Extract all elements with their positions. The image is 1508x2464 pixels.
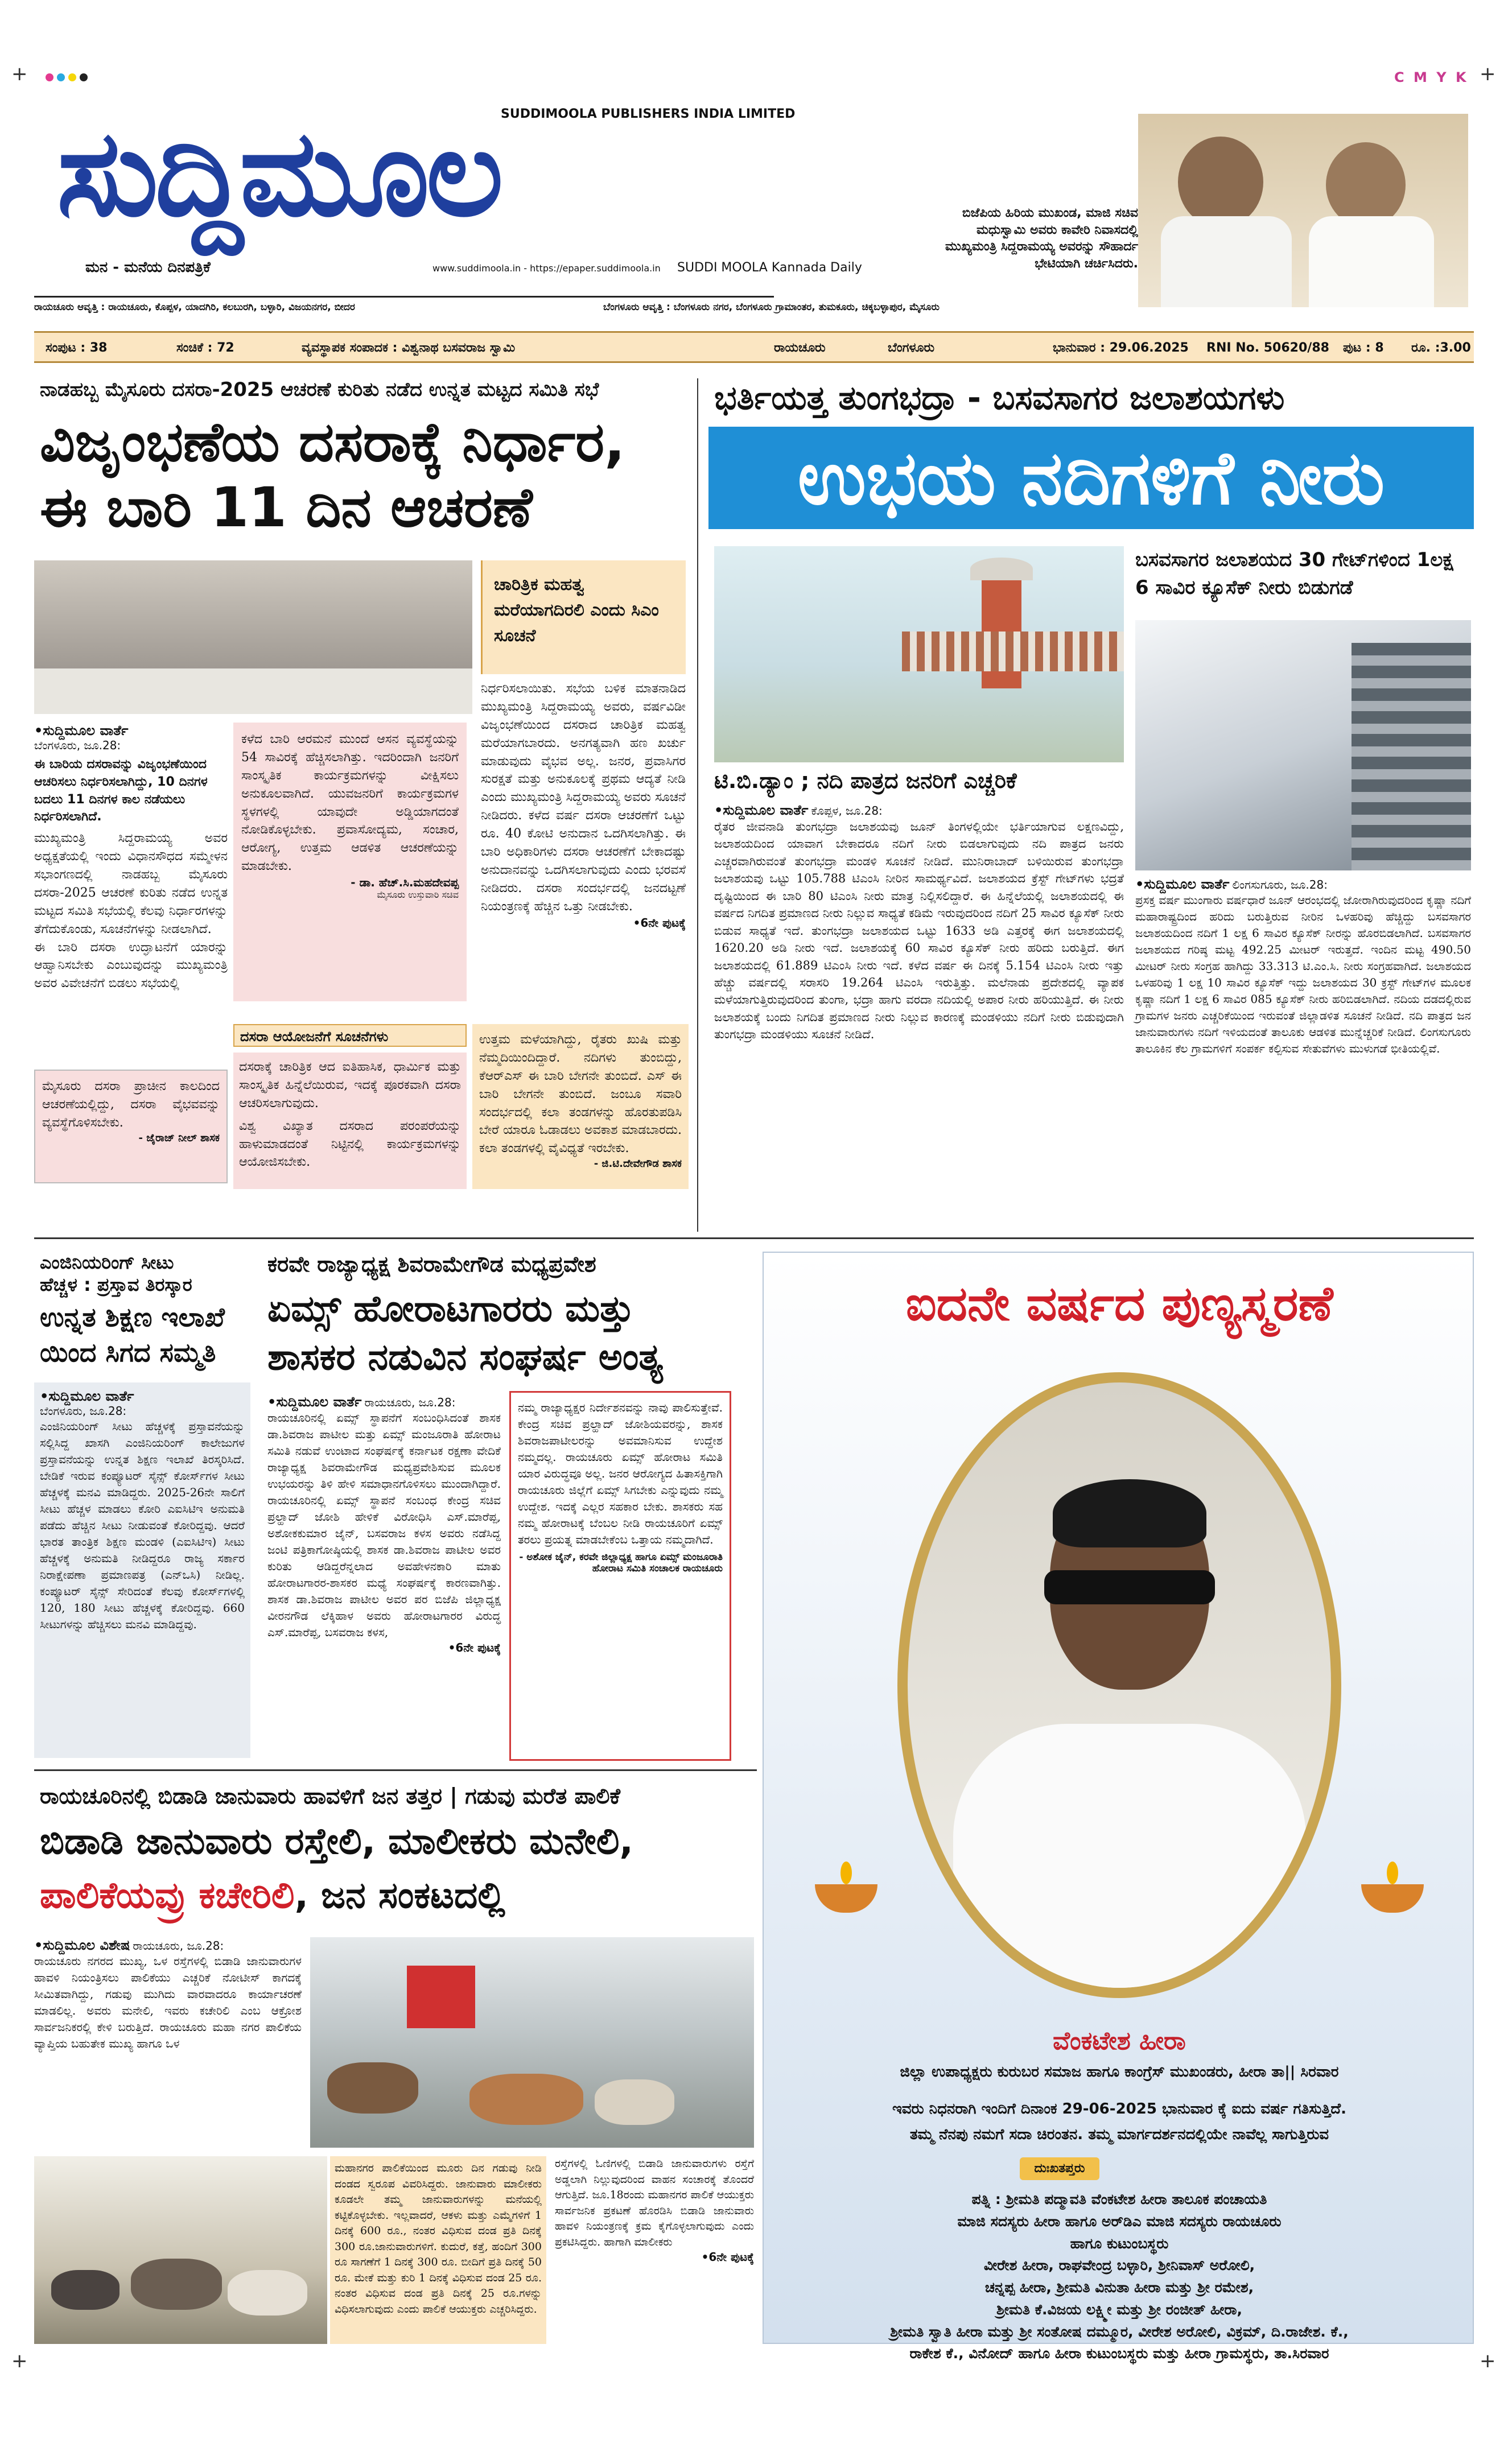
story5-body-3: ರಸ್ತೆಗಳಲ್ಲಿ ಓಣಿಗಳಲ್ಲಿ ಬಿಡಾಡಿ ಜಾನುವಾರುಗಳು ರಸ್ತೆಗೆ ಅಡ್ಡಲಾಗಿ ನಿಲ್ಲುವುದರಿಂದ ವಾಹನ ಸಂಚಾರಕ್ಕೆ ತೊಂದರೆ ಆಗುತ್ತಿದೆ. ಜೂ.18ರಂದು ಮಹಾನಗರ ಪಾಲಿಕೆ ಆಯುಕ್ತರು ಸಾರ್ವಜನಿಕ ಪ್ರಕಟಣೆ ಹೊರಡಿಸಿ ಬಿಡಾಡಿ ಜಾನುವಾರು ಹಾವಳಿ ನಿಯಂತ್ರಣಕ್ಕೆ ಕ್ರಮ ಕೈಗೊಳ್ಳಲಾಗುವುದು ಎಂದು ಪ್ರಕಟಿಸಿದ್ದರು. ಹಾಗಾಗಿ ಮಾಲೀಕರು: [555, 2157, 754, 2248]
story5-body-1: ರಾಯಚೂರು ನಗರದ ಮುಖ್ಯ, ಒಳ ರಸ್ತೆಗಳಲ್ಲಿ ಬಿಡಾಡಿ ಜಾನುವಾರುಗಳ ಹಾವಳಿ ನಿಯಂತ್ರಿಸಲು ಪಾಲಿಕೆಯು ಎಚ್ಚರಿಕೆ ನೋಟೀಸ್ ಕಾಗದಕ್ಕೆ ಸೀಮಿತವಾಗಿದ್ದು, ಗಡುವು ಮುಗಿದು ವಾರವಾದರೂ ಕಾರ್ಯಾಚರಣೆ ಮಾಡಲಿಲ್ಲ. ಅವರು ಮನೇಲಿ, ಇವರು ಕಚೇರಿಲಿ ಎಂಬ ಆಕ್ರೋಶ ಸಾರ್ವಜನಿಕರಲ್ಲಿ ಕೇಳಿ ಬರುತ್ತಿದೆ. ರಾಯಚೂರು ಮಹಾ ನಗರ ಪಾಲಿಕೆಯ ವ್ಯಾಪ್ತಿಯ ಬಹುತೇಕ ಮುಖ್ಯ ಹಾಗೂ ಒಳ: [34, 1954, 302, 2050]
family-line: ವೀರೇಶ ಹೀರಾ, ರಾಘವೇಂದ್ರ ಬಳ್ಳಾರಿ, ಶ್ರೀನಿವಾಸ್ ಅರೋಲಿ,: [983, 2257, 1255, 2274]
story1-lead: ಈ ಬಾರಿಯ ದಸರಾವನ್ನು ವಿಜೃಂಭಣೆಯಿಂದ ಆಚರಿಸಲು ನಿರ್ಧರಿಸಲಾಗಿದ್ದು, 10 ದಿನಗಳ ಬದಲು 11 ದಿನಗಳ ಕಾಲ ನಡೆಯಲು ನಿರ್ಧರಿಸಲಾಗಿದೆ.: [34, 757, 208, 824]
dam-photo-caption: ಟಿ.ಬಿ.ಡ್ಯಾಂ ; ನದಿ ಪಾತ್ರದ ಜನರಿಗೆ ಎಚ್ಚರಿಕೆ: [714, 768, 1017, 793]
memorial-name: ವೆಂಕಟೇಶ ಹೀರಾ: [1053, 2026, 1186, 2056]
ear-caption: ಬಿಜೆಪಿಯ ಹಿರಿಯ ಮುಖಂಡ, ಮಾಜಿ ಸಚಿವ ಮಧುಸ್ವಾಮಿ ಅವರು ಕಾವೇರಿ ನಿವಾಸದಲ್ಲಿ ಮುಖ್ಯಮಂತ್ರಿ ಸಿದ್ದರಾಮಯ್ಯ ಅವರನ್ನು ಸೌಹಾರ್ದ ಭೇಟಿಯಾಗಿ ಚರ್ಚಿಸಿದರು.: [945, 206, 1138, 271]
divider: [34, 1769, 757, 1771]
grieving-label: ದುಃಖತಪ್ತರು: [1020, 2157, 1099, 2180]
spillway-photo: [1135, 620, 1471, 870]
family-line: ಮಾಜಿ ಸದಸ್ಯರು ಹೀರಾ ಹಾಗೂ ಅರ್‌ಡಿಎ ಮಾಜಿ ಸದಸ್ಯರು ರಾಯಚೂರು: [957, 2213, 1282, 2230]
issue: ಸಂಚಿಕೆ : 72: [176, 341, 234, 355]
website: www.suddimoola.in - https://epaper.suddimoola.in: [432, 263, 661, 274]
section-divider: [34, 1237, 1474, 1239]
story5-continued: •6ನೇ ಪುಟಕ್ಕೆ: [701, 2250, 754, 2264]
rni: RNI No. 50620/88: [1206, 341, 1329, 355]
story5-headline-red: ಪಾಲಿಕೆಯವ್ರು ಕಚೇರಿಲಿ: [40, 1875, 295, 1917]
story4-kicker: ಕರವೇ ರಾಜ್ಯಾಧ್ಯಕ್ಷ ಶಿವರಾಮೇಗೌಡ ಮಧ್ಯಪ್ರವೇಶ: [267, 1252, 596, 1277]
tagline: ಮನ - ಮನೆಯ ದಿನಪತ್ರಿಕೆ: [85, 259, 211, 276]
story1-place: ಬೆಂಗಳೂರು, ಜೂ.28:: [34, 738, 121, 752]
crosshair-mark: +: [11, 63, 28, 85]
meeting-photo: [34, 560, 472, 714]
note-2: ವಿಶ್ವ ವಿಖ್ಯಾತ ದಸರಾದ ಪರಂಪರೆಯನ್ನು ಹಾಳುಮಾಡದಂತೆ ನಿಟ್ಟಿನಲ್ಲಿ ಕಾರ್ಯಕ್ರಮಗಳನ್ನು ಆಯೋಜಿಸಬೇಕು.: [239, 1119, 461, 1170]
cattle-photo-1: [310, 1937, 754, 2148]
story5-col2: [330, 2156, 546, 2344]
family-line: ಹಾಗೂ ಕುಟುಂಬಸ್ಥರು: [1070, 2235, 1169, 2252]
story4-body: ರಾಯಚೂರಿನಲ್ಲಿ ಏಮ್ಸ್ ಸ್ಥಾಪನೆಗೆ ಸಂಬಂಧಿಸಿದಂತೆ ಶಾಸಕ ಡಾ.ಶಿವರಾಜ ಪಾಟೀಲ ಮತ್ತು ಏಮ್ಸ್ ಮಂಜೂರಾತಿ ಹೋರಾಟ ಸಮಿತಿ ನಡುವೆ ಉಂಟಾದ ಸಂಘರ್ಷಕ್ಕೆ ಕರ್ನಾಟಕ ರಕ್ಷಣಾ ವೇದಿಕೆ ರಾಜ್ಯಾಧ್ಯಕ್ಷ ಶಿವರಾಮೇಗೌಡ ಮಧ್ಯಪ್ರವೇಶಿಸುವ ಮೂಲಕ ಉಭಯರನ್ನು ತಿಳಿ ಹೇಳಿ ಸಮಾಧಾನಗೊಳಿಸಲು ಮುಂದಾಗಿದ್ದಾರೆ. ರಾಯಚೂರಿನಲ್ಲಿ ಏಮ್ಸ್ ಸ್ಥಾಪನೆ ಸಂಬಂಧ ಕೇಂದ್ರ ಸಚಿವ ಪ್ರಲ್ಹಾದ್ ಜೋಶಿ ಹೇಳಿಕೆ ವಿರೋಧಿಸಿ ಎಸ್.ಮಾರೆಪ್ಪ, ಅಶೋಕಕುಮಾರ ಜೈನ್, ಬಸವರಾಜ ಕಳಸ ಅವರು ನಡೆಸಿದ್ದ ಜಂಟಿ ಪತ್ರಿಕಾಗೋಷ್ಠಿಯಲ್ಲಿ ಶಾಸಕ ಡಾ.ಶಿವರಾಜ ಪಾಟೀಲ ಅವರ ಕುರಿತು ಆಡಿದ್ದರೆನ್ನಲಾದ ಅವಹೇಳನಕಾರಿ ಮಾತು ಹೋರಾಟಗಾರರ-ಶಾಸಕರ ಮಧ್ಯೆ ಸಂಘರ್ಷಕ್ಕೆ ಕಾರಣವಾಗಿತ್ತು. ಶಾಸಕ ಡಾ.ಶಿವರಾಜ ಪಾಟೀಲ ಅವರ ಪರ ಬಿಜೆಪಿ ಜಿಲ್ಲಾಧ್ಯಕ್ಷ ವೀರನಗೌಡ ಲೆಕ್ಕಿಹಾಳ ಅವರು ಹೋರಾಟಗಾರರ ವಿರುದ್ಧ ಎಸ್.ಮಾರೆಪ್ಪ, ಬಸವರಾಜ ಕಳಸ,: [267, 1411, 501, 1639]
story1-col2: ನಿರ್ಧರಿಸಲಾಯಿತು. ಸಭೆಯ ಬಳಿಕ ಮಾತನಾಡಿದ ಮುಖ್ಯಮಂತ್ರಿ ಸಿದ್ದರಾಮಯ್ಯ ಅವರು, ವರ್ಷವಿಡೀ ವಿಜೃಂಭಣೆಯಿಂದ ದಸರಾದ ಚಾರಿತ್ರಿಕ ಮಹತ್ವ ಮರೆಯಾಗಬಾರದು. ಅನಗತ್ಯವಾಗಿ ಹಣ ಖರ್ಚು ಮಾಡುವುದು ವೈಭವ ಅಲ್ಲ. ಜನರ, ಪ್ರವಾಸಿಗರ ಸುರಕ್ಷತೆ ಮತ್ತು ಅನುಕೂಲಕ್ಕೆ ಪ್ರಥಮ ಆದ್ಯತೆ ನೀಡಿ ಎಂದು ಮುಖ್ಯಮಂತ್ರಿ ಸಿದ್ದರಾಮಯ್ಯ ಅವರು ಸೂಚನೆ ನೀಡಿದರು. ಕಳೆದ ವರ್ಷ ದಸರಾ ಆಚರಣೆಗೆ ಒಟ್ಟು ರೂ. 40 ಕೋಟಿ ಅನುದಾನ ಒದಗಿಸಲಾಗಿತ್ತು. ಈ ಬಾರಿ ಅಧಿಕಾರಿಗಳು ದಸರಾ ಆಚರಣೆಗೆ ಬೇಕಾದಷ್ಟು ಅನುದಾನವನ್ನು ಒದಗಿಸಲಾಗುವುದು ಎಂದು ಭರವಸೆ ನೀಡಿದರು. ದಸರಾ ಸಂದರ್ಭದಲ್ಲಿ ಜನದಟ್ಟಣೆ ನಿಯಂತ್ರಣಕ್ಕೆ ಹೆಚ್ಚಿನ ಒತ್ತು ನೀಡಬೇಕು.: [481, 682, 686, 914]
office-right: ಬೆಂಗಳೂರು ಆವೃತ್ತಿ : ಬೆಂಗಳೂರು ನಗರ, ಬೆಂಗಳೂರು ಗ್ರಾಮಾಂತರ, ತುಮಕೂರು, ಚಿಕ್ಕಬಳ್ಳಾಪುರ, ಮೈಸೂರು: [603, 302, 940, 313]
flame-icon: [840, 1862, 852, 1884]
quote-1-author: - ಡಾ. ಹೆಚ್.ಸಿ.ಮಹದೇವಪ್ಪ: [351, 876, 459, 890]
story1-sidebar-title: ಚಾರಿತ್ರಿಕ ಮಹತ್ವ ಮರೆಯಾಗದಿರಲಿ ಎಂದು ಸಿಎಂ ಸೂಚನೆ: [481, 560, 686, 674]
memorial-line-1: ಇವರು ನಿಧನರಾಗಿ ಇಂದಿಗೆ ದಿನಾಂಕ 29-06-2025 ಭಾನುವಾರ ಕ್ಕೆ ಐದು ವರ್ಷ ಗತಿಸುತ್ತಿದೆ.: [892, 2100, 1347, 2118]
date: ಭಾನುವಾರ : 29.06.2025: [1053, 341, 1189, 355]
family-line: ಚನ್ನಪ್ಪ ಹೀರಾ, ಶ್ರೀಮತಿ ವಿನುತಾ ಹೀರಾ ಮತ್ತು ಶ್ರೀ ರಮೇಶ,: [984, 2279, 1254, 2296]
crosshair-mark: +: [1480, 2350, 1496, 2372]
lamp-icon: [815, 1884, 877, 1913]
quote-1-text: ಕಳೆದ ಬಾರಿ ಆರಮನೆ ಮುಂದೆ ಆಸನ ವ್ಯವಸ್ಥೆಯನ್ನು 54 ಸಾವಿರಕ್ಕೆ ಹೆಚ್ಚಿಸಲಾಗಿತ್ತು. ಇದರಿಂದಾಗಿ ಜನರಿಗೆ ಸಾಂಸ್ಕೃತಿಕ ಕಾರ್ಯಕ್ರಮಗಳನ್ನು ವೀಕ್ಷಿಸಲು ಅನುಕೂಲವಾಗಿದೆ. ಯುವಜನರಿಗೆ ಕಾರ್ಯಕ್ರಮಗಳ ಸ್ಥಳಗಳಲ್ಲಿ ಯಾವುದೇ ಅಡ್ಡಿಯಾಗದಂತೆ ನೋಡಿಕೊಳ್ಳಬೇಕು. ಪ್ರವಾಸೋದ್ಯಮ, ಸಂಚಾರ, ಆರೋಗ್ಯ, ಉತ್ತಮ ಆಡಳಿತ ಆಚರಣೆಯನ್ನು ಮಾಡಬೇಕು.: [241, 732, 459, 874]
story2-place-2: ಲಿಂಗಸುಗೂರು, ಜೂ.28:: [1232, 878, 1328, 892]
ear-photo: [1138, 114, 1468, 307]
story2-body-2: ಪ್ರಸಕ್ತ ವರ್ಷ ಮುಂಗಾರು ವರ್ಷಧಾರೆ ಜೂನ್ ಆರಂಭದಲ್ಲಿ ಜೋರಾಗಿರುವುದರಿಂದ ಕೃಷ್ಣಾ ನದಿಗೆ ಮಹಾರಾಷ್ಟ್ರದಿಂದ ಹರಿದು ಬರುತ್ತಿರುವ ನೀರಿನ ಒಳಹರಿವು ಹೆಚ್ಚಿದ್ದು ಬಸವಸಾಗರ ಜಲಾಶಯದಿಂದ ನದಿಗೆ 1 ಲಕ್ಷ 6 ಸಾವಿರ ಕ್ಯೂಸೆಕ್ ನೀರನ್ನು ಹೊರಬಿಡಲಾಗಿದೆ. ಬಸವಸಾಗರ ಜಲಾಶಯದ ಗರಿಷ್ಠ ಮಟ್ಟ 492.25 ಮೀಟರ್ ಇರುತ್ತದೆ. ಇಂದಿನ ಮಟ್ಟ 490.50 ಮೀಟರ್ ನೀರು ಸಂಗ್ರಹ ಹಾಗಿದ್ದು 33.313 ಟಿ.ಎಂ.ಸಿ. ನೀರು ಸಂಗ್ರಹವಾಗಿದೆ. ಜಲಾಶಯದ ಒಳಹರಿವು 1 ಲಕ್ಷ 10 ಸಾವಿರ ಕ್ಯೂಸೆಕ್ ಇದ್ದು ಜಲಾಶಯದ 30 ಕ್ರಸ್ಟ್ ಗೇಟ್‌ಗಳ ಮೂಲಕ ಕೃಷ್ಣಾ ನದಿಗೆ 1 ಲಕ್ಷ 6 ಸಾವಿರ 085 ಕ್ಯೂಸೆಕ್ ನೀರು ಹರಿಬಿಡಲಾಗಿದೆ. ನದಿಯ ದಡದಲ್ಲಿರುವ ಗ್ರಾಮಗಳ ಜನರು ಎಚ್ಚರಿಕೆಯಿಂದ ಇರುವಂತೆ ಜಿಲ್ಲಾಡಳಿತ ಸೂಚನೆ ನೀಡಿದೆ. ನದಿ ಪಾತ್ರದ ಜನ ಜಾನುವಾರುಗಳು ನದಿಗೆ ಇಳಿಯದಂತೆ ತಾಲೂಕು ಆಡಳಿತ ಮುನ್ನೆಚ್ಚರಿಕೆ ನೀಡಿದೆ. ಲಿಂಗಸುಗೂರು ತಾಲೂಕಿನ ಕೆಲ ಗ್ರಾಮಗಳಿಗೆ ಸಂಪರ್ಕ ಕಲ್ಪಿಸುವ ಸೇತುವೆಗಳು ಮುಳುಗಡೆ ಭೀತಿಯಲ್ಲಿವೆ.: [1135, 893, 1471, 1055]
crosshair-mark: +: [11, 2350, 28, 2372]
memorial-portrait: [897, 1372, 1341, 1998]
story4-byline: •ಸುದ್ದಿಮೂಲ ವಾರ್ತೆ: [267, 1394, 362, 1410]
story4-place: ರಾಯಚೂರು, ಜೂ.28:: [364, 1396, 456, 1409]
story1-byline: •ಸುದ್ದಿಮೂಲ ವಾರ್ತೆ: [34, 723, 129, 738]
story1-body-2: ಈ ಬಾರಿ ದಸರಾ ಉದ್ಘಾಟನೆಗೆ ಯಾರನ್ನು ಆಹ್ವಾನಿಸಬೇಕು ಎಂಬುವುದನ್ನು ಮುಖ್ಯಮಂತ್ರಿ ಅವರ ವಿವೇಚನೆಗೆ ಬಿಡಲು ಸಭೆಯಲ್ಲಿ: [34, 940, 228, 991]
cmyk-label: C M Y K: [1394, 69, 1469, 85]
cattle-photo-2: [34, 2156, 327, 2344]
story1-body-1: ಮುಖ್ಯಮಂತ್ರಿ ಸಿದ್ದರಾಮಯ್ಯ ಅವರ ಅಧ್ಯಕ್ಷತೆಯಲ್ಲಿ ಇಂದು ವಿಧಾನಸೌಧದ ಸಮ್ಮೇಳನ ಸಭಾಂಗಣದಲ್ಲಿ ನಾಡಹಬ್ಬ ಮೈಸೂರು ದಸರಾ-2025 ಆಚರಣೆ ಕುರಿತು ನಡೆದ ಉನ್ನತ ಮಟ್ಟದ ಸಮಿತಿ ಸಭೆಯಲ್ಲಿ ಕೆಲವು ನಿರ್ಧಾರಗಳನ್ನು ತೆಗೆದುಕೊಂಡು, ಸೂಚನೆಗಳನ್ನು ನೀಡಲಾಗಿದೆ.: [34, 831, 228, 936]
flame-icon: [1387, 1862, 1398, 1884]
city-2: ಬೆಂಗಳೂರು: [888, 341, 935, 355]
story4-quote: ನಮ್ಮ ರಾಜ್ಯಾಧ್ಯಕ್ಷರ ನಿರ್ದೇಶನವನ್ನು ನಾವು ಪಾಲಿಸುತ್ತೇವೆ. ಕೇಂದ್ರ ಸಚಿವ ಪ್ರಲ್ಹಾದ್ ಜೋಶಿಯವರನ್ನು, ಶಾಸಕ ಶಿವರಾಜಪಾಟೀಲರನ್ನು ಅವಮಾನಿಸುವ ಉದ್ದೇಶ ನಮ್ಮದಲ್ಲ. ರಾಯಚೂರು ಏಮ್ಸ್ ಹೋರಾಟ ಸಮಿತಿ ಯಾರ ವಿರುದ್ಧವೂ ಅಲ್ಲ. ಜನರ ಆರೋಗ್ಯದ ಹಿತಾಸಕ್ತಿಗಾಗಿ ರಾಯಚೂರು ಜಿಲ್ಲೆಗೆ ಏಮ್ಸ್ ಸಿಗಬೇಕು ಎನ್ನುವುದು ನಮ್ಮ ಉದ್ದೇಶ. ಇದಕ್ಕೆ ಎಲ್ಲರ ಸಹಕಾರ ಬೇಕು. ಶಾಸಕರು ಸಹ ನಮ್ಮ ಹೋರಾಟಕ್ಕೆ ಬೆಂಬಲ ನೀಡಿ ರಾಯಚೂರಿಗೆ ಏಮ್ಸ್ ತರಲು ಪ್ರಯತ್ನ ಮಾಡಬೇಕೆಂಬ ಒತ್ತಾಯ ನಮ್ಮದಾಗಿದೆ.: [518, 1401, 723, 1546]
info-bar: [34, 331, 1474, 363]
story3-byline: •ಸುದ್ದಿಮೂಲ ವಾರ್ತೆ: [40, 1388, 134, 1404]
story3-kicker-2: ಹೆಚ್ಚಳ : ಪ್ರಸ್ತಾವ ತಿರಸ್ಕಾರ: [40, 1274, 192, 1295]
story3-body-box: [34, 1382, 250, 1758]
story3-kicker-1: ಎಂಜಿನಿಯರಿಂಗ್ ಸೀಟು: [40, 1252, 174, 1273]
color-dots: [46, 73, 91, 84]
memorial-line-2: ತಮ್ಮ ನೆನಪು ನಮಗೆ ಸದಾ ಚಿರಂತನ. ತಮ್ಮ ಮಾರ್ಗದರ್ಶನದಲ್ಲಿಯೇ ನಾವೆಲ್ಲ ಸಾಗುತ್ತಿರುವ: [909, 2126, 1329, 2143]
notes-title: ದಸರಾ ಆಯೋಜನೆಗೆ ಸೂಚನೆಗಳು: [233, 1024, 467, 1047]
story2-place: ಕೊಪ್ಪಳ, ಜೂ.28:: [811, 804, 883, 818]
story2-headline: ಉಭಯ ನದಿಗಳಿಗೆ ನೀರು: [708, 427, 1474, 529]
english-name: SUDDI MOOLA Kannada Daily: [677, 261, 862, 275]
story3-body: ಎಂಜಿನಿಯರಿಂಗ್ ಸೀಟು ಹೆಚ್ಚಳಕ್ಕೆ ಪ್ರಸ್ತಾವನೆಯನ್ನು ಸಲ್ಲಿಸಿದ್ದ ಖಾಸಗಿ ಎಂಜಿನಿಯರಿಂಗ್ ಕಾಲೇಜುಗಳ ಪ್ರಸ್ತಾವನೆಯನ್ನು ಉನ್ನತ ಶಿಕ್ಷಣ ಇಲಾಖೆ ತಿರಸ್ಕರಿಸಿದೆ. ಬೇಡಿಕೆ ಇರುವ ಕಂಪ್ಯೂಟರ್ ಸೈನ್ಸ್ ಕೋರ್ಸ್‌ಗಳ ಸೀಟು ಹೆಚ್ಚಳಕ್ಕೆ ಮನವಿ ಮಾಡಿದ್ದರು. 2025-26ನೇ ಸಾಲಿಗೆ ಸೀಟು ಹೆಚ್ಚಳ ಮಾಡಲು ಕೋರಿ ಎಐಸಿಟಿಇ ಅನುಮತಿ ಪಡೆದು ಹೆಚ್ಚಿನ ಸೀಟು ನೀಡುವಂತೆ ಕೋರಿದ್ದವು. ಆದರೆ ಭಾರತ ತಾಂತ್ರಿಕ ಶಿಕ್ಷಣ ಮಂಡಳಿ (ಎಐಸಿಟಿಇ) ಸೀಟು ಹೆಚ್ಚಳಕ್ಕೆ ಅನುಮತಿ ನೀಡಿದ್ದರೂ ರಾಜ್ಯ ಸರ್ಕಾರ ನಿರಾಕ್ಷೇಪಣಾ ಪ್ರಮಾಣಪತ್ರ (ಎನ್‌ಒಸಿ) ನೀಡಿಲ್ಲ. ಕಂಪ್ಯೂಟರ್ ಸೈನ್ಸ್ ಸೇರಿದಂತೆ ಕೆಲವು ಕೋರ್ಸ್‌ಗಳಲ್ಲಿ 120, 180 ಸೀಟು ಹೆಚ್ಚಳಕ್ಕೆ ಕೋರಿದ್ದವು. 660 ಸೀಟುಗಳನ್ನು ಹೆಚ್ಚಿಸಲು ಮನವಿ ಮಾಡಿದ್ದವು.: [40, 1419, 245, 1631]
notes-box-2: [472, 1024, 689, 1189]
divider: [34, 296, 774, 298]
quote-box-1: [233, 723, 467, 1001]
story4-headline-1: ಏಮ್ಸ್ ಹೋರಾಟಗಾರರು ಮತ್ತು: [267, 1288, 634, 1330]
publisher-name: SUDDIMOOLA PUBLISHERS INDIA LIMITED: [501, 107, 796, 121]
memorial-role: ಜಿಲ್ಲಾ ಉಪಾಧ್ಯಕ್ಷರು ಕುರುಬರ ಸಮಾಜ ಹಾಗೂ ಕಾಂಗ್ರೆಸ್ ಮುಖಂಡರು, ಹೀರಾ ತಾ|| ಸಿರವಾರ: [900, 2063, 1339, 2081]
family-line: ರಾಕೇಶ ಕೆ., ವಿನೋದ್ ಹಾಗೂ ಹೀರಾ ಕುಟುಂಬಸ್ಥರು ಮತ್ತು ಹೀರಾ ಗ್ರಾಮಸ್ಥರು, ತಾ.ಸಿರವಾರ: [909, 2345, 1329, 2362]
quote-2-author: - ಜೈರಾಜ್ ನೀಲ್ ಶಾಸಕ: [138, 1132, 220, 1144]
story5-headline-2: [40, 1875, 505, 1917]
editor: ವ್ಯವಸ್ಥಾಪಕ ಸಂಪಾದಕ : ವಿಶ್ವನಾಥ ಬಸವರಾಜ ಸ್ವಾಮಿ: [302, 341, 516, 355]
memorial-family: [781, 2189, 1458, 2365]
story5-body-2: ಮಹಾನಗರ ಪಾಲಿಕೆಯಿಂದ ಮೂರು ದಿನ ಗಡುವು ನೀಡಿ ದಂಡದ ಸ್ವರೂಪ ವಿವರಿಸಿದ್ದರು. ಜಾನುವಾರು ಮಾಲೀಕರು ಕೂಡಲೇ ತಮ್ಮ ಜಾನುವಾರುಗಳನ್ನು ಮನೆಯಲ್ಲಿ ಕಟ್ಟಿಕೊಳ್ಳಬೇಕು. ಇಲ್ಲವಾದರೆ, ಆಕಳು ಮತ್ತು ಎಮ್ಮೆಗಳಿಗೆ 1 ದಿನಕ್ಕೆ 600 ರೂ., ನಂತರ ವಿಧಿಸುವ ದಂಡ ಪ್ರತಿ ದಿನಕ್ಕೆ 300 ರೂ.ಜಾನುವಾರುಗಳಿಗೆ. ಕುದುರೆ, ಕತ್ತೆ, ಹಂದಿಗೆ 300 ರೂ ಸಾಗಣೆಗೆ 1 ದಿನಕ್ಕೆ 300 ರೂ. ಬೀದಿಗೆ ಪ್ರತಿ ದಿನಕ್ಕೆ 50 ರೂ. ಮೇಕೆ ಮತ್ತು ಕುರಿ 1 ದಿನಕ್ಕೆ ವಿಧಿಸುವ ದಂಡ 25 ರೂ. ನಂತರ ವಿಧಿಸುವ ದಂಡ ಪ್ರತಿ ದಿನಕ್ಕೆ 25 ರೂ.ಗಳನ್ನು ವಿಧಿಸಲಾಗುವುದು ಎಂದು ಪಾಲಿಕೆ ಆಯುಕ್ತರು ಎಚ್ಚರಿಸಿದ್ದರು.: [335, 2162, 542, 2316]
office-left: ರಾಯಚೂರು ಆವೃತ್ತಿ : ರಾಯಚೂರು, ಕೊಪ್ಪಳ, ಯಾದಗಿರಿ, ಕಲಬುರಗಿ, ಬಳ್ಳಾರಿ, ವಿಜಯನಗರ, ಬೀದರ: [34, 302, 355, 313]
story1-headline-1: ವಿಜೃಂಭಣೆಯ ದಸರಾಕ್ಕೆ ನಿರ್ಧಾರ,: [40, 410, 625, 474]
notes-box: [233, 1053, 467, 1189]
story5-headline-1: ಬಿಡಾಡಿ ಜಾನುವಾರು ರಸ್ತೇಲಿ, ಮಾಲೀಕರು ಮನೇಲಿ,: [40, 1821, 633, 1863]
family-line: ಪತ್ನಿ : ಶ್ರೀಮತಿ ಪದ್ಮಾವತಿ ವೆಂಕಟೇಶ ಹೀರಾ ತಾಲೂಕ ಪಂಚಾಯತಿ: [971, 2191, 1267, 2207]
story2-byline-2: •ಸುದ್ದಿಮೂಲ ವಾರ್ತೆ: [1135, 876, 1230, 892]
lamp-icon: [1361, 1884, 1424, 1913]
story2-body: ರೈತರ ಜೀವನಾಡಿ ತುಂಗಭದ್ರಾ ಜಲಾಶಯವು ಜೂನ್ ತಿಂಗಳಲ್ಲಿಯೇ ಭರ್ತಿಯಾಗುವ ಲಕ್ಷಣವಿದ್ದು, ಜಲಾಶಯದಿಂದ ಯಾವಾಗ ಬೇಕಾದರೂ ನದಿಗೆ ನೀರು ಬಿಡಲಾಗುವುದು ನದಿ ಪಾತ್ರದ ಜನರು ಎಚ್ಚರವಾಗಿರುವಂತೆ ತುಂಗಭದ್ರಾ ಮಂಡಳಿ ಸೂಚನೆ ನೀಡಿದೆ. ಮುನಿರಾಬಾದ್ ಬಳಿಯಿರುವ ತುಂಗಭದ್ರಾ ಜಲಾಶಯವು ಒಟ್ಟು 105.788 ಟಿಎಂಸಿ ನೀರಿನ ಸಾಮರ್ಥ್ಯವಿದೆ. ಜಲಾಶಯದ ಕ್ರೆಸ್ಟ್ ಗೇಟ್‌ಗಳು ಭದ್ರತೆ ದೃಷ್ಟಿಯಿಂದ ಈ ಬಾರಿ 80 ಟಿಎಂಸಿ ನೀರು ಮಾತ್ರ ನಿಲ್ಲಿಸಲಿದ್ದಾರೆ. ಈ ಹಿನ್ನೆಲೆಯಲ್ಲಿ ಜಲಾಶಯದಲ್ಲಿ ಈ ವರ್ಷದ ನಿಗದಿತ ಪ್ರಮಾಣದ ನೀರು ನಿಲ್ಲುವ ಸಾಧ್ಯತೆ ಕಡಿಮೆ ಇರುವುದರಿಂದ ನದಿಗೆ 25 ಸಾವಿರ ಕ್ಯೂಸೆಕ್ ನೀರು ಬಿಡುವ ಸಾಧ್ಯತೆ ಇದೆ. ತುಂಗಭದ್ರಾ ಜಲಾಶಯದ ಒಟ್ಟು 1633 ಅಡಿ ಎತ್ತರಕ್ಕೆ ಈಗ ಜಲಾಶಯದಲ್ಲಿ 1620.20 ಅಡಿ ನೀರು ಇದೆ. ಜಲಾಶಯಕ್ಕೆ 60 ಸಾವಿರ ಕ್ಯೂಸೆಕ್ ನೀರು ಹರಿದು ಬರುತ್ತಿದೆ. ಈಗ ಜಲಾಶಯದಲ್ಲಿ 61.889 ಟಿಎಂಸಿ ನೀರು ಇದೆ. ಕಳೆದ ವರ್ಷ ಈ ದಿನಕ್ಕೆ 5.154 ಟಿಎಂಸಿ ನೀರು ಇತ್ತು ಹೆಚ್ಚು ವರ್ಷದಲ್ಲಿ ಸರಾಸರಿ 19.264 ಟಿಎಂಸಿ ಇರುತ್ತಿತ್ತು. ಮಲೆನಾಡು ಪ್ರದೇಶದಲ್ಲಿ ವ್ಯಾಪಕ ಮಳೆಯಾಗುತ್ತಿರುವುದರಿಂದ ತುಂಗಾ, ಭದ್ರಾ ಹಾಗು ವರದಾ ನದಿಯಲ್ಲಿ ಅಪಾರ ನೀರು ಹರಿಯುತ್ತಿದೆ. ಈ ನೀರು ಜಲಾಶಯಕ್ಕೆ ಬಂದು ನಿಗದಿತ ಪ್ರಮಾಣದ ನೀರು ನಿಲ್ಲುವ ಕಾರಣಕ್ಕೆ ಮಂಡಳಿಯು ನದಿಗೆ ನೀರು ಬಿಡುವುದಾಗಿ ತುಂಗಭದ್ರಾ ಮಂಡಳಿಯು ಸೂಚನೆ ನೀಡಿದೆ.: [714, 820, 1124, 1042]
family-line: ಶ್ರೀಮತಿ ಕೆ.ವಿಜಯ ಲಕ್ಷ್ಮೀ ಮತ್ತು ಶ್ರೀ ರಂಜೀತ್ ಹೀರಾ,: [996, 2301, 1242, 2318]
story2-subhead: ಬಸವಸಾಗರ ಜಲಾಶಯದ 30 ಗೇಟ್‌ಗಳಿಂದ 1ಲಕ್ಷ 6 ಸಾವಿರ ಕ್ಯೂಸೆಕ್ ನೀರು ಬಿಡುಗಡೆ: [1135, 548, 1453, 600]
note-3: ಉತ್ತಮ ಮಳೆಯಾಗಿದ್ದು, ರೈತರು ಖುಷಿ ಮತ್ತು ನೆಮ್ಮದಿಯಿಂದಿದ್ದಾರೆ. ನದಿಗಳು ತುಂಬಿದ್ದು, ಕೆಆರ್‌ಎಸ್ ಈ ಬಾರಿ ಬೇಗನೇ ತುಂಬಿದೆ. ಎಸ್ ಈ ಬಾರಿ ಬೇಗನೇ ತುಂಬಿದೆ. ಜಂಬೂ ಸವಾರಿ ಸಂದರ್ಭದಲ್ಲಿ ಕಲಾ ತಂಡಗಳನ್ನು ಹೊರತುಪಡಿಸಿ ಬೇರೆ ಯಾರೂ ಓಡಾಡಲು ಅವಕಾಶ ಮಾಡಬಾರದು. ಕಲಾ ತಂಡಗಳಲ್ಲಿ ವೈವಿಧ್ಯತೆ ಇರಬೇಕು.: [479, 1033, 682, 1156]
story4-quote-box: [509, 1391, 731, 1761]
quote-2-text: ಮೈಸೂರು ದಸರಾ ಪ್ರಾಚೀನ ಕಾಲದಿಂದ ಆಚರಣೆಯಲ್ಲಿದ್ದು, ದಸರಾ ವೈಭವವನ್ನು ವ್ಯವಸ್ಥೆಗೊಳಿಸಬೇಕು.: [42, 1079, 220, 1130]
story2-byline: •ಸುದ್ದಿಮೂಲ ವಾರ್ತೆ: [714, 802, 809, 818]
pages: ಪುಟ : 8: [1343, 341, 1384, 355]
crosshair-mark: +: [1480, 63, 1496, 85]
quote-box-2: [34, 1070, 228, 1183]
city-1: ರಾಯಚೂರು: [774, 341, 826, 355]
story2-kicker: ಭರ್ತಿಯತ್ತ ತುಂಗಭದ್ರಾ - ಬಸವಸಾಗರ ಜಲಾಶಯಗಳು: [714, 378, 1285, 417]
story5-kicker: ರಾಯಚೂರಿನಲ್ಲಿ ಬಿಡಾಡಿ ಜಾನುವಾರು ಹಾವಳಿಗೆ ಜನ ತತ್ತರ | ಗಡುವು ಮರೆತ ಪಾಲಿಕೆ: [40, 1784, 621, 1809]
masthead-logo: ಸುದ್ದಿಮೂಲ: [57, 104, 500, 243]
quote-1-role: ಮೈಸೂರು ಉಸ್ತುವಾರಿ ಸಚಿವ: [377, 889, 459, 901]
story5-headline-rest: , ಜನ ಸಂಕಟದಲ್ಲಿ: [294, 1875, 505, 1917]
story4-headline-2: ಶಾಸಕರ ನಡುವಿನ ಸಂಘರ್ಷ ಅಂತ್ಯ: [267, 1336, 664, 1378]
note-1: ದಸರಾಕ್ಕೆ ಚಾರಿತ್ರಿಕ ಆದ ಐತಿಹಾಸಿಕ, ಧಾರ್ಮಿಕ ಮತ್ತು ಸಾಂಸ್ಕೃತಿಕ ಹಿನ್ನೆಲೆಯಿರುವ, ಇದಕ್ಕೆ ಪೂರಕವಾಗಿ ದಸರಾ ಆಚರಿಸಲಾಗುವುದು.: [239, 1060, 461, 1111]
story5-place: ರಾಯಚೂರು, ಜೂ.28:: [133, 1939, 224, 1953]
price: ರೂ. :3.00: [1411, 341, 1471, 355]
story3-place: ಬೆಂಗಳೂರು, ಜೂ.28:: [40, 1404, 127, 1418]
story5-byline: •ಸುದ್ದಿಮೂಲ ವಿಶೇಷ: [34, 1937, 130, 1953]
story1-kicker: ನಾಡಹಬ್ಬ ಮೈಸೂರು ದಸರಾ-2025 ಆಚರಣೆ ಕುರಿತು ನಡೆದ ಉನ್ನತ ಮಟ್ಟದ ಸಮಿತಿ ಸಭೆ: [40, 378, 599, 401]
memorial-title: ಐದನೇ ವರ್ಷದ ಪುಣ್ಯಸ್ಮರಣೆ: [905, 1276, 1333, 1331]
volume: ಸಂಪುಟ : 38: [46, 341, 108, 355]
column-divider: [697, 378, 698, 1232]
dam-photo: [714, 546, 1124, 762]
story3-headline: ಉನ್ನತ ಶಿಕ್ಷಣ ಇಲಾಖೆ ಯಿಂದ ಸಿಗದ ಸಮ್ಮತಿ: [40, 1302, 225, 1368]
story4-quote-author: - ಅಶೋಕ ಜೈನ್, ಕರವೇ ಜಿಲ್ಲಾಧ್ಯಕ್ಷ ಹಾಗೂ ಏಮ್ಸ್ ಮಂಜೂರಾತಿ ಹೋರಾಟ ಸಮಿತಿ ಸಂಚಾಲಕ ರಾಯಚೂರು: [519, 1551, 723, 1574]
memorial-ad: [763, 1252, 1474, 2362]
story1-headline-2: ಈ ಬಾರಿ 11 ದಿನ ಆಚರಣೆ: [40, 476, 533, 539]
story4-continued: •6ನೇ ಪುಟಕ್ಕೆ: [448, 1641, 501, 1654]
family-line: ಶ್ರೀಮತಿ ಸ್ವಾತಿ ಹೀರಾ ಮತ್ತು ಶ್ರೀ ಸಂತೋಷ ದಮ್ಮೂರ, ವೀರೇಶ ಅರೋಲಿ, ವಿಕ್ರಮ್, ದಿ.ರಾಜೇಶ. ಕೆ.,: [890, 2323, 1349, 2340]
note-3-author: - ಜಿ.ಟಿ.ದೇವೇಗೌಡ ಶಾಸಕ: [594, 1158, 682, 1170]
story1-continued: •6ನೇ ಪುಟಕ್ಕೆ: [633, 915, 686, 930]
